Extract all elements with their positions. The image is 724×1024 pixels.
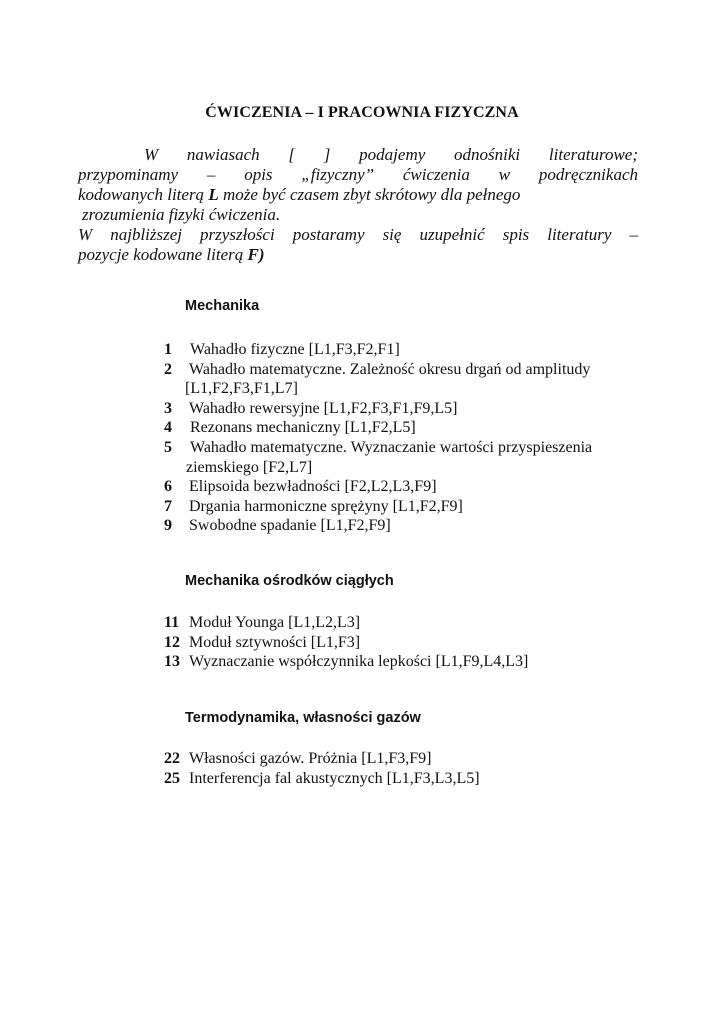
intro-line: W najbliższej przyszłości postaramy się uzupełnić spis literatury – bbox=[78, 225, 638, 244]
list-item bbox=[164, 633, 684, 653]
section-mechanika-list bbox=[164, 340, 684, 536]
intro-line: przypominamy – opis „fizyczny” ćwiczenia w podręcznikach bbox=[78, 165, 638, 184]
item-line: Wahadło matematyczne. Zależność okresu drgań od amplitudy bbox=[189, 360, 591, 378]
item-line: Swobodne spadanie [L1,F2,F9] bbox=[189, 517, 391, 535]
item-text bbox=[164, 652, 684, 672]
intro-text: pozycje kodowane literą bbox=[78, 245, 248, 264]
item-line: Moduł sztywności [L1,F3] bbox=[189, 633, 361, 651]
list-item bbox=[164, 769, 684, 789]
section-heading-mechanika: Mechanika bbox=[185, 298, 260, 314]
item-number: 9 bbox=[164, 517, 172, 535]
item-text bbox=[164, 399, 684, 419]
item-text bbox=[164, 516, 684, 536]
intro-text: może być czasem zbyt skrótowy dla pełnego bbox=[218, 185, 521, 204]
list-item bbox=[164, 477, 684, 497]
list-item bbox=[164, 340, 684, 360]
item-number: 7 bbox=[164, 497, 172, 515]
item-text bbox=[164, 749, 684, 769]
item-number: 11 bbox=[164, 614, 180, 631]
item-line: Wahadło rewersyjne [L1,F2,F3,F1,F9,L5] bbox=[189, 399, 458, 417]
intro-paragraph bbox=[78, 145, 638, 265]
intro-bold-letter: F) bbox=[247, 245, 265, 264]
list-item bbox=[164, 516, 684, 536]
item-number: 22 bbox=[164, 750, 180, 767]
section-heading-mechanika-osrodkow: Mechanika ośrodków ciągłych bbox=[185, 573, 394, 589]
section-heading-termodynamika: Termodynamika, własności gazów bbox=[185, 710, 421, 726]
item-text bbox=[164, 613, 684, 633]
intro-line bbox=[78, 185, 638, 205]
item-line: Rezonans mechaniczny [L1,F2,L5] bbox=[190, 419, 416, 437]
item-text bbox=[164, 477, 684, 497]
intro-line: zrozumienia fizyki ćwiczenia. bbox=[82, 205, 281, 224]
item-line: [L1,F2,F3,F1,L7] bbox=[185, 380, 298, 398]
item-number: 1 bbox=[164, 341, 172, 358]
item-number: 5 bbox=[164, 438, 172, 456]
item-line: Własności gazów. Próżnia [L1,F3,F9] bbox=[189, 750, 432, 767]
intro-line: W nawiasach [ ] podajemy odnośniki literaturowe; bbox=[144, 145, 638, 164]
item-text bbox=[164, 438, 684, 477]
item-text bbox=[164, 633, 684, 653]
list-item bbox=[164, 418, 684, 438]
item-number: 25 bbox=[164, 769, 180, 787]
item-text bbox=[164, 769, 684, 789]
item-number: 12 bbox=[164, 633, 180, 651]
item-number: 6 bbox=[164, 478, 172, 496]
intro-bold-letter: L bbox=[208, 185, 219, 204]
item-line: Interferencja fal akustycznych [L1,F3,L3,L5] bbox=[189, 769, 480, 787]
item-text bbox=[164, 360, 684, 399]
section-termodynamika-list bbox=[164, 749, 684, 788]
item-text bbox=[164, 340, 684, 360]
item-line: ziemskiego [F2,L7] bbox=[186, 458, 313, 476]
item-line: Wyznaczanie współczynnika lepkości [L1,F9,L4,L3] bbox=[189, 653, 529, 671]
section-mechanika-osrodkow-list bbox=[164, 613, 684, 672]
list-item bbox=[164, 360, 684, 399]
list-item bbox=[164, 497, 684, 517]
item-text bbox=[164, 418, 684, 438]
intro-line bbox=[78, 245, 638, 265]
list-item bbox=[164, 613, 684, 633]
intro-text: kodowanych literą bbox=[78, 185, 209, 204]
item-text bbox=[164, 497, 684, 517]
list-item bbox=[164, 652, 684, 672]
item-line: Wahadło fizyczne [L1,F3,F2,F1] bbox=[190, 341, 400, 358]
item-line: Moduł Younga [L1,L2,L3] bbox=[189, 614, 361, 631]
list-item bbox=[164, 438, 684, 477]
item-line: Elipsoida bezwładności [F2,L2,L3,F9] bbox=[189, 478, 437, 496]
list-item bbox=[164, 749, 684, 769]
item-number: 13 bbox=[164, 653, 180, 671]
item-number: 3 bbox=[164, 399, 172, 417]
item-line: Drgania harmoniczne sprężyny [L1,F2,F9] bbox=[189, 497, 463, 515]
item-line: Wahadło matematyczne. Wyznaczanie wartości przyspieszenia bbox=[190, 438, 593, 456]
list-item bbox=[164, 399, 684, 419]
item-number: 2 bbox=[164, 360, 172, 378]
page-title: ĆWICZENIA – I PRACOWNIA FIZYCZNA bbox=[205, 104, 519, 121]
item-number: 4 bbox=[164, 419, 172, 437]
